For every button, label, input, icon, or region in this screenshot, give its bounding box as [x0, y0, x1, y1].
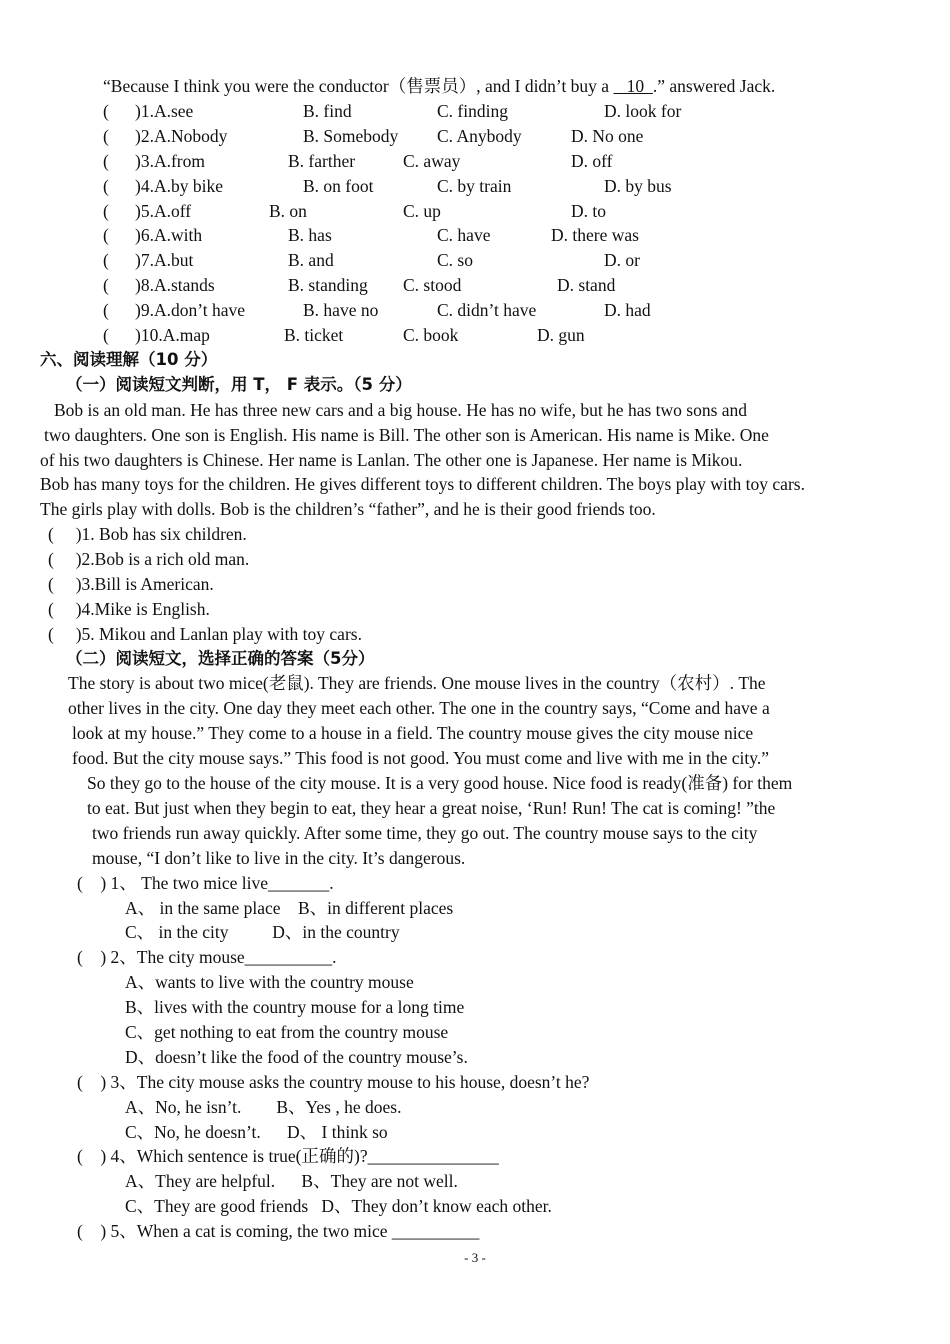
part2-title: （二）阅读短文，选择正确的答案（5分） — [66, 649, 375, 668]
passage-line: other lives in the city. One day they meet each other. The one in the country says, “Come and have a — [68, 698, 770, 718]
mc-question: ( ) 5、When a cat is coming, the two mice __________ — [77, 1221, 480, 1241]
answer-paren: ( — [103, 151, 109, 171]
option-b: B. ticket — [284, 325, 344, 345]
option-d: D. stand — [557, 275, 616, 295]
intro-text-after: .” answered Jack. — [652, 76, 776, 96]
option-a: )5.A.off — [135, 201, 192, 221]
section-title: 六、阅读理解（10 分） — [40, 350, 218, 369]
option-a: )4.A.by bike — [135, 176, 223, 196]
mc-options: A、wants to live with the country mouse — [125, 972, 414, 992]
mc-options: C、No, he doesn’t. D、 I think so — [125, 1122, 388, 1142]
mc-options: D、doesn’t like the food of the country mouse’s. — [125, 1047, 468, 1067]
blank-10: 10 — [613, 76, 653, 96]
answer-paren: ( — [103, 201, 109, 221]
option-b: B. on foot — [303, 176, 374, 196]
answer-paren: ( — [103, 126, 109, 146]
option-d: D. No one — [571, 126, 644, 146]
option-c: C. have — [437, 225, 491, 245]
page-number: - 3 - — [464, 1250, 486, 1265]
option-a: )10.A.map — [135, 325, 210, 345]
option-d: D. off — [571, 151, 613, 171]
tf-question: ( )1. Bob has six children. — [48, 524, 247, 544]
answer-paren: ( — [103, 325, 109, 345]
option-c: C. by train — [437, 176, 512, 196]
option-d: D. there was — [551, 225, 639, 245]
answer-paren: ( — [103, 250, 109, 270]
option-a: )6.A.with — [135, 225, 203, 245]
option-b: B. find — [303, 101, 352, 121]
answer-paren: ( — [103, 176, 109, 196]
mc-question: ( ) 1、 The two mice live_______. — [77, 873, 334, 893]
answer-paren: ( — [103, 275, 109, 295]
mc-options: A、No, he isn’t. B、Yes , he does. — [125, 1097, 402, 1117]
mc-options: A、 in the same place B、in different places — [125, 898, 454, 918]
mc-options: C、They are good friends D、They don’t know each other. — [125, 1196, 552, 1216]
option-d: D. look for — [604, 101, 682, 121]
option-d: D. or — [604, 250, 640, 270]
option-a: )2.A.Nobody — [135, 126, 228, 146]
option-d: D. to — [571, 201, 606, 221]
option-d: D. had — [604, 300, 651, 320]
passage-line: Bob has many toys for the children. He gives different toys to different children. The boys play with toy cars. — [40, 474, 805, 494]
mc-options: B、lives with the country mouse for a long time — [125, 997, 465, 1017]
mc-options: A、They are helpful. B、They are not well. — [125, 1171, 458, 1191]
passage-line: of his two daughters is Chinese. Her name is Lanlan. The other one is Japanese. Her name is Mikou. — [40, 450, 743, 470]
passage-line: two daughters. One son is English. His name is Bill. The other son is American. His name is Mike. One — [44, 425, 769, 445]
option-a: )8.A.stands — [135, 275, 215, 295]
option-c: C. book — [403, 325, 459, 345]
option-c: C. away — [403, 151, 461, 171]
option-d: D. by bus — [604, 176, 672, 196]
passage-line: Bob is an old man. He has three new cars and a big house. He has no wife, but he has two sons and — [54, 400, 748, 420]
option-b: B. farther — [288, 151, 356, 171]
option-b: B. have no — [303, 300, 379, 320]
option-c: C. stood — [403, 275, 462, 295]
option-c: C. so — [437, 250, 473, 270]
passage-line: So they go to the house of the city mouse. It is a very good house. Nice food is ready(准备) for them — [87, 773, 793, 793]
tf-question: ( )2.Bob is a rich old man. — [48, 549, 250, 569]
mc-options: C、 in the city D、in the country — [125, 922, 400, 942]
mc-options: C、get nothing to eat from the country mouse — [125, 1022, 449, 1042]
mc-question: ( ) 4、Which sentence is true(正确的)?_______________ — [77, 1146, 499, 1166]
tf-question: ( )5. Mikou and Lanlan play with toy cars. — [48, 624, 362, 644]
option-a: )7.A.but — [135, 250, 194, 270]
option-c: C. up — [403, 201, 441, 221]
tf-question: ( )4.Mike is English. — [48, 599, 210, 619]
option-a: )9.A.don’t have — [135, 300, 245, 320]
option-c: C. didn’t have — [437, 300, 537, 320]
passage-line: The story is about two mice(老鼠). They are friends. One mouse lives in the country（农村）. The — [68, 673, 766, 693]
passage-line: look at my house.” They come to a house in a field. The country mouse gives the city mouse nice — [72, 723, 754, 743]
mc-question: ( ) 2、The city mouse__________. — [77, 947, 337, 967]
option-a: )3.A.from — [135, 151, 205, 171]
option-c: C. Anybody — [437, 126, 522, 146]
option-b: B. standing — [288, 275, 368, 295]
answer-paren: ( — [103, 300, 109, 320]
option-d: D. gun — [537, 325, 585, 345]
option-b: B. on — [269, 201, 307, 221]
option-b: B. has — [288, 225, 332, 245]
option-b: B. and — [288, 250, 334, 270]
intro-line — [103, 75, 775, 97]
passage-line: The girls play with dolls. Bob is the children’s “father”, and he is their good friends too. — [40, 499, 656, 519]
answer-paren: ( — [103, 101, 109, 121]
option-b: B. Somebody — [303, 126, 399, 146]
intro-text-before: “Because I think you were the conductor（售票员）, and I didn’t buy a — [103, 76, 614, 96]
passage-line: mouse, “I don’t like to live in the city. It’s dangerous. — [92, 848, 466, 868]
passage-line: two friends run away quickly. After some time, they go out. The country mouse says to the city — [92, 823, 758, 843]
part1-title: （一）阅读短文判断，用 T， F 表示。（5 分） — [66, 375, 412, 394]
passage-line: to eat. But just when they begin to eat, they hear a great noise, ‘Run! Run! The cat is coming! ”the — [87, 798, 776, 818]
passage-line: food. But the city mouse says.” This food is not good. You must come and live with me in the city.” — [72, 748, 770, 768]
answer-paren: ( — [103, 225, 109, 245]
tf-question: ( )3.Bill is American. — [48, 574, 214, 594]
option-a: )1.A.see — [135, 101, 194, 121]
mc-question: ( ) 3、The city mouse asks the country mouse to his house, doesn’t he? — [77, 1072, 590, 1092]
option-c: C. finding — [437, 101, 508, 121]
